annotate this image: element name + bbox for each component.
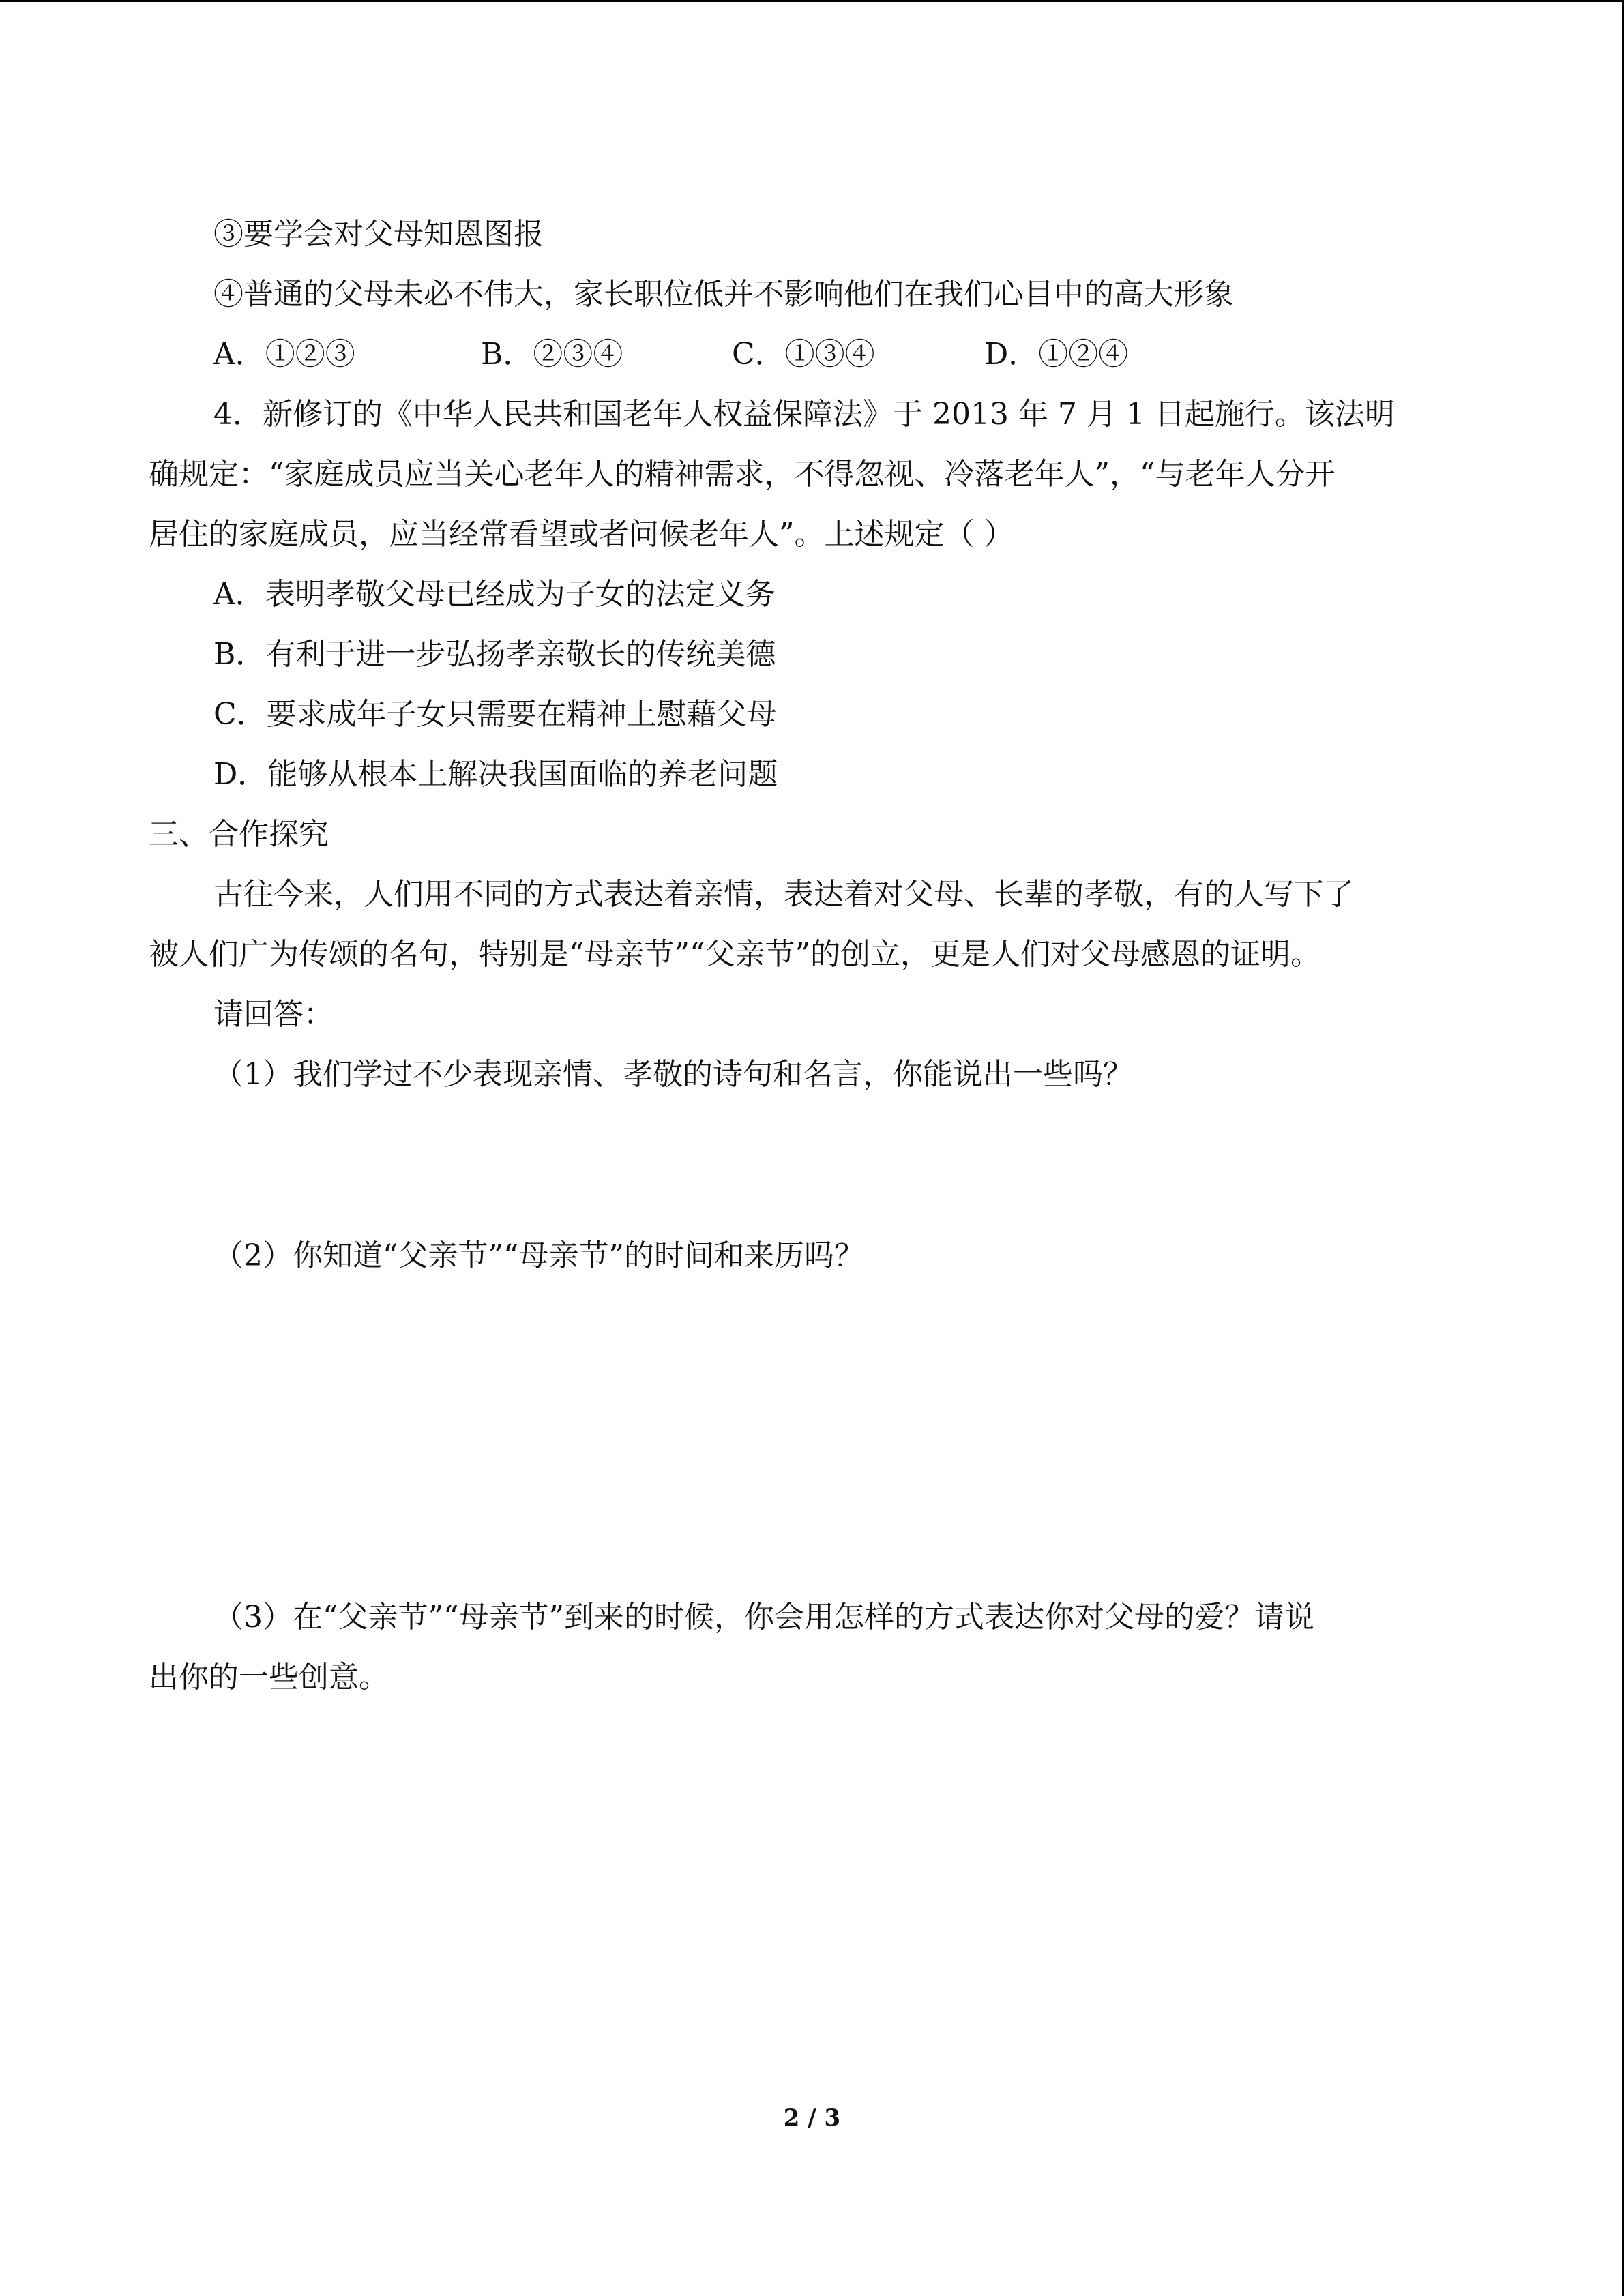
q3-option-d: D．①②④: [984, 337, 1129, 372]
q4-stem-line-2: 确规定：“家庭成员应当关心老年人的精神需求，不得忽视、冷落老年人”，“与老年人分开: [149, 457, 1335, 492]
section-3-prompt: 请回答：: [213, 997, 334, 1032]
q4-option-a: A．表明孝敬父母已经成为子女的法定义务: [213, 577, 776, 612]
section-3-para-line-2: 被人们广为传颂的名句，特别是“母亲节”“父亲节”的创立，更是人们对父母感恩的证明。: [149, 937, 1320, 972]
q3-item-4: ④普通的父母未必不伟大，家长职位低并不影响他们在我们心目中的高大形象: [213, 277, 1234, 312]
q3-option-c: C．①③④: [732, 337, 875, 372]
page-number: 2 / 3: [783, 2104, 841, 2132]
q4-option-d: D．能够从根本上解决我国面临的养老问题: [213, 757, 778, 792]
page-top-border: [0, 0, 1624, 2]
q3-option-a: A．①②③: [213, 337, 355, 372]
section-3-heading: 三、合作探究: [149, 817, 329, 852]
q4-option-c: C．要求成年子女只需要在精神上慰藉父母: [213, 697, 777, 732]
sub-question-1: （1）我们学过不少表现亲情、孝敬的诗句和名言，你能说出一些吗？: [213, 1057, 1133, 1092]
sub-question-3-line-1: （3）在“父亲节”“母亲节”到来的时候，你会用怎样的方式表达你对父母的爱？请说: [213, 1600, 1314, 1635]
q3-option-b: B．②③④: [481, 337, 623, 372]
sub-question-2: （2）你知道“父亲节”“母亲节”的时间和来历吗？: [213, 1238, 864, 1273]
section-3-para-line-1: 古往今来，人们用不同的方式表达着亲情，表达着对父母、长辈的孝敬，有的人写下了: [213, 877, 1354, 912]
q4-stem-line-3: 居住的家庭成员，应当经常看望或者问候老年人”。上述规定（ ）: [149, 517, 1014, 552]
sub-question-3-line-2: 出你的一些创意。: [149, 1660, 389, 1695]
q3-item-3: ③要学会对父母知恩图报: [213, 217, 544, 252]
q4-stem-line-1: 4．新修订的《中华人民共和国老年人权益保障法》于 2013 年 7 月 1 日起施行。该法明: [213, 397, 1395, 432]
q4-option-b: B．有利于进一步弘扬孝亲敬长的传统美德: [213, 637, 776, 672]
